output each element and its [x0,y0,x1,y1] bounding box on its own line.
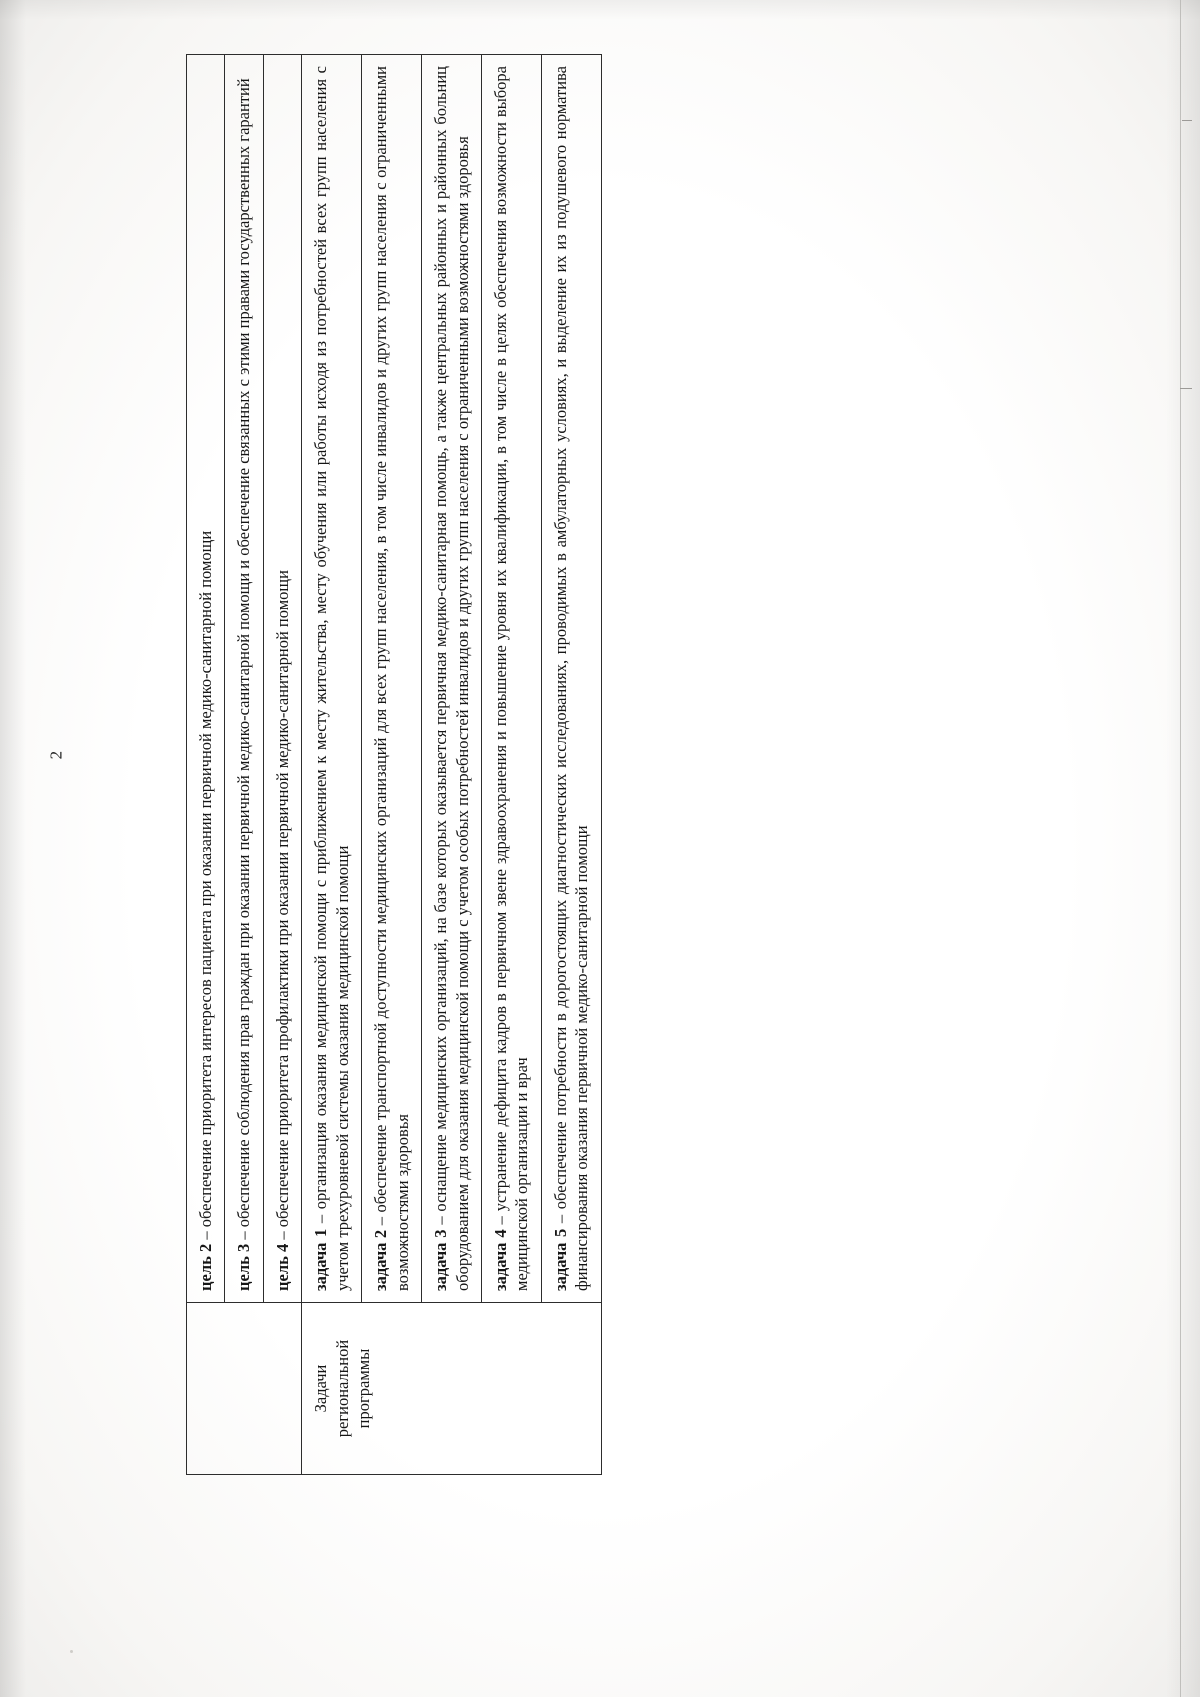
page-edge-shadow-left [0,0,26,1697]
row-lead: задача 5 [550,1228,570,1291]
row-lead: задача 2 [371,1229,391,1291]
row-text: – обеспечение потребности в дорогостоящих диагностических исследованиях, проводимых в амбулаторных условиях, и выделение их из подушевого норматива финансирования оказания первичной медико-санитарной помощи [550,66,592,1291]
row-text: – обеспечение приоритета профилактики при оказании первичной медико-санитарной помощи [272,570,292,1244]
table-row [187,55,225,1475]
scan-artifact-mark-top [1182,120,1192,121]
row-lead: задача 3 [431,1229,451,1291]
cell-paragraph [272,66,293,1291]
cell-task-2 [362,55,422,1303]
cell-task-3 [422,55,482,1303]
row-lead: цель 3 [234,1243,254,1291]
cell-paragraph [490,66,533,1291]
page-number: 2 [46,750,66,760]
table-row [263,55,301,1475]
row-text: – организация оказания медицинской помощи с приближением к месту жительства, месту обучения или работы исходя из потребностей всех групп населения с учетом трехуровневой системы оказания медицинской помощи [311,66,352,1291]
table-row [541,55,601,1475]
table-row [362,55,422,1475]
paper-speckle [70,1650,73,1653]
row-text: – оснащение медицинских организаций, на базе которых оказывается первичная медико-санитарная помощь, а также центральных районных и районных больниц оборудованием для оказания медицинской помощи с учетом особых потребностей инвалидов и других групп населения с ограниченными возможностями здоровья [431,65,472,1291]
table-row [302,55,362,1475]
row-text: – обеспечение транспортной доступности медицинских организаций для всех групп населения, в том числе инвалидов и других групп населения с ограниченными возможностями здоровья [371,66,412,1291]
program-goals-and-tasks-table [186,54,602,1475]
row-lead: задача 1 [311,1228,331,1291]
page-edge-shadow-right [1166,0,1200,1697]
table-row [225,55,263,1475]
row-label-tasks: Задачи региональной программы [302,1303,601,1475]
cell-goal-2 [187,55,225,1303]
label-cell-empty [187,1303,302,1475]
cell-paragraph [233,66,254,1291]
row-lead: цель 2 [196,1243,215,1291]
cell-paragraph [310,66,353,1291]
table-row [422,55,482,1475]
cell-task-1 [302,55,362,1303]
cell-task-5 [541,55,601,1303]
cell-paragraph [550,66,593,1291]
row-text: – устранение дефицита кадров в первичном звене здравоохранения и повышение уровня их квалификации, в том числе в целях обеспечения возможности выбора медицинской организации и врач [490,66,532,1291]
scan-artifact-mark-middle [1180,388,1192,389]
cell-paragraph [430,66,473,1291]
cell-paragraph [370,66,413,1291]
cell-paragraph [195,66,216,1291]
scan-artifact-line [1180,0,1181,1697]
row-lead: цель 4 [272,1243,292,1291]
row-lead: задача 4 [490,1229,510,1291]
row-text: – обеспечение соблюдения прав граждан при оказании первичной медико-санитарной помощи и обеспечение связанных с этими правами государственных гарантий [234,78,254,1244]
cell-task-4 [481,55,541,1303]
page-edge-shadow-top [0,0,1200,20]
cell-goal-4 [263,55,301,1303]
table-row [481,55,541,1475]
rotated-table-wrapper [186,55,1014,1475]
row-text: – обеспечение приоритета интересов пациента при оказании первичной медико-санитарной помощи [196,530,215,1244]
cell-goal-3 [225,55,263,1303]
